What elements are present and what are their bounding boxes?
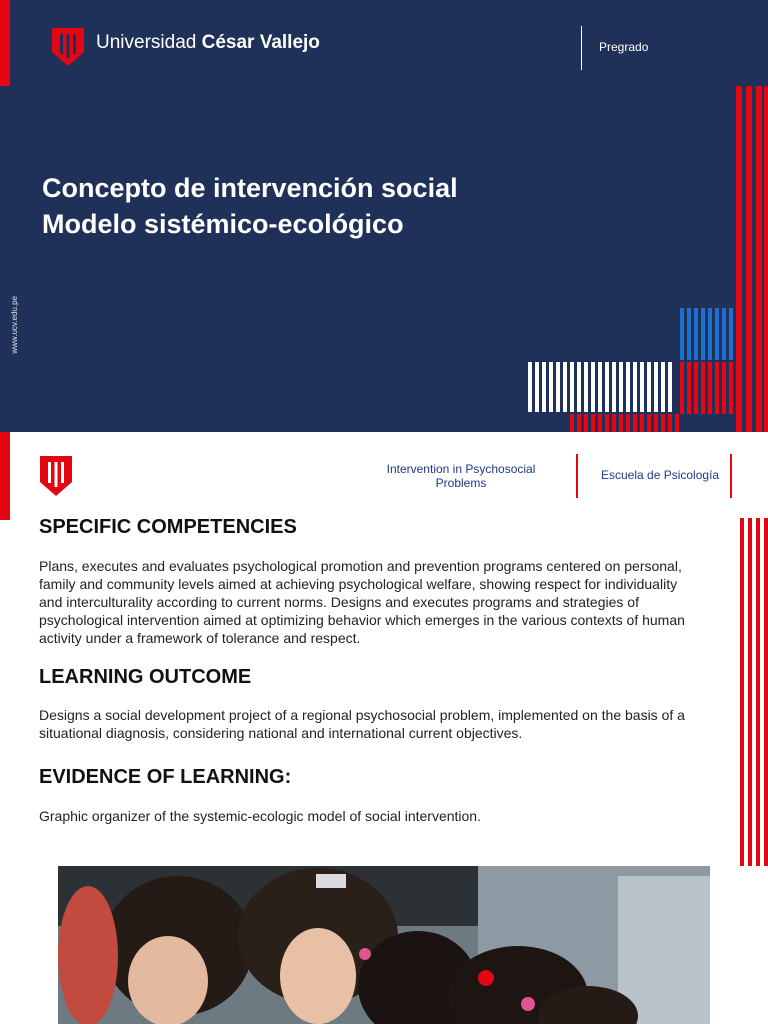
outcome-heading: LEARNING OUTCOME bbox=[39, 666, 252, 688]
website-label: www.ucv.edu.pe bbox=[10, 296, 19, 354]
competencies-heading: SPECIFIC COMPETENCIES bbox=[39, 516, 297, 538]
course-name-line-2: Problems bbox=[435, 476, 487, 490]
page-title bbox=[42, 170, 458, 242]
course-name-line-1: Intervention in Psychosocial bbox=[386, 462, 536, 476]
group-photo bbox=[58, 866, 710, 1024]
university-name: Universidad César Vallejo bbox=[96, 32, 320, 53]
competencies-text: Plans, executes and evaluates psychological promotion and prevention programs centered on personal, family and community levels aimed at achieving psychological welfare, showing respect for individuality and interculturality according to current norms. Designs and executes programs and strategies of psychological intervention aimed at optimizing behavior which emerges in the various contexts of human activity under a framework of tolerance and respect. bbox=[39, 558, 685, 646]
cover-slide bbox=[0, 0, 768, 432]
header-divider-red-2 bbox=[730, 454, 732, 498]
ucv-logo-icon-small bbox=[40, 456, 72, 496]
evidence-text: Graphic organizer of the systemic-ecologic model of social intervention. bbox=[39, 808, 481, 824]
decorative-stripes-right bbox=[740, 518, 768, 866]
red-accent-bar-2 bbox=[0, 432, 10, 520]
decorative-stripes bbox=[528, 86, 768, 432]
course-name bbox=[380, 462, 542, 490]
ucv-logo-icon bbox=[52, 28, 84, 66]
school-name: Escuela de Psicología bbox=[601, 468, 720, 482]
program-label: Pregrado bbox=[599, 40, 649, 54]
outcome-text: Designs a social development project of a regional psychosocial problem, implemented on the basis of a situational diagnosis, considering national and international current objectives. bbox=[39, 707, 685, 741]
evidence-heading: EVIDENCE OF LEARNING: bbox=[39, 766, 292, 788]
red-accent-bar bbox=[0, 0, 10, 86]
header-divider-red bbox=[576, 454, 578, 498]
title-line-1: Concepto de intervención social bbox=[42, 173, 458, 203]
header-divider bbox=[581, 26, 582, 70]
title-line-2: Modelo sistémico-ecológico bbox=[42, 209, 404, 239]
